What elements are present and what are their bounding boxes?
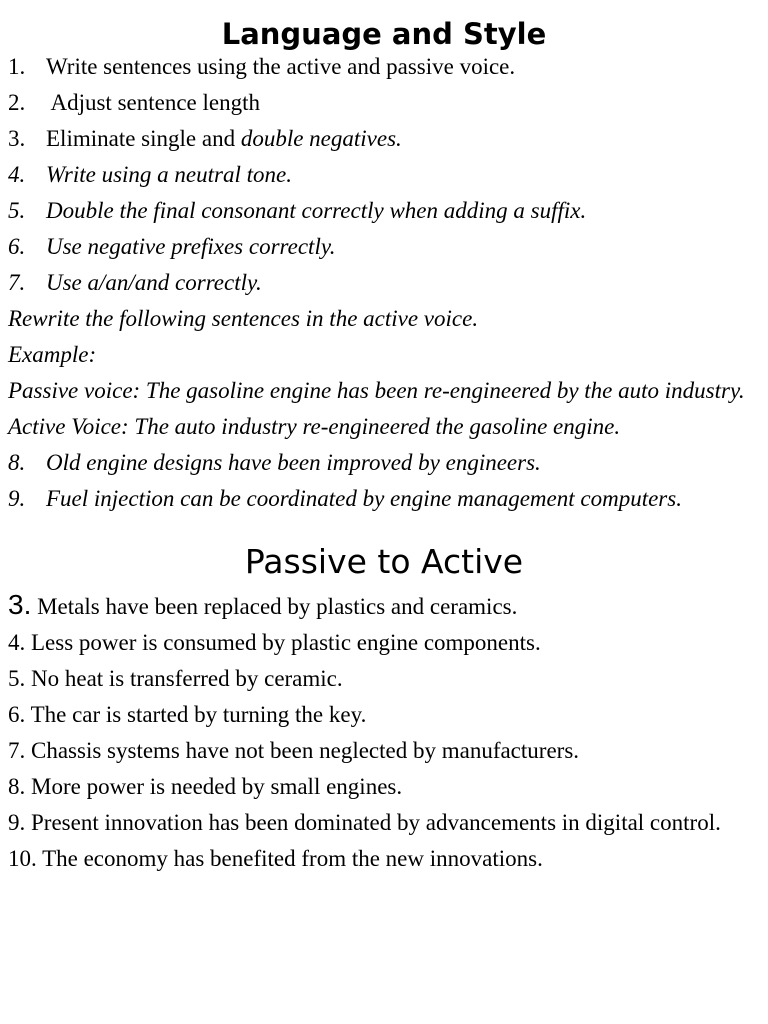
list-item: 9. Present innovation has been dominated by advancements in digital control. — [8, 810, 721, 835]
list-item — [8, 232, 760, 262]
item-number: 4. — [8, 162, 26, 187]
item-text: Double the final consonant correctly when adding a suffix. — [46, 198, 587, 223]
item-number: 8. — [8, 450, 26, 475]
list-item: 6. The car is started by turning the key. — [8, 702, 367, 727]
item-text-italic: double negatives. — [240, 126, 402, 151]
list-item — [8, 160, 760, 190]
list-item — [8, 590, 760, 622]
page-title: Language and Style — [221, 17, 547, 51]
list-item: 4. Less power is consumed by plastic engine components. — [8, 630, 541, 655]
item-number: 5. — [8, 198, 26, 223]
item-number: 1. — [8, 54, 26, 79]
item-text: Adjust sentence length — [46, 90, 260, 115]
item-text: Fuel injection can be coordinated by engine management computers. — [46, 486, 682, 511]
item-number: 7. — [8, 270, 26, 295]
item-number: 6. — [8, 234, 26, 259]
item-text: Write sentences using the active and passive voice. — [46, 54, 516, 79]
example-label: Example: — [8, 342, 97, 367]
item-text: Metals have been replaced by plastics and ceramics. — [31, 594, 518, 619]
list-item — [8, 124, 760, 154]
language-style-section — [8, 52, 760, 514]
list-item — [8, 52, 760, 82]
item-text: Write using a neutral tone. — [46, 162, 292, 187]
passive-to-active-section — [8, 590, 760, 874]
list-item: 8. More power is needed by small engines. — [8, 774, 403, 799]
exercise-item — [8, 448, 760, 478]
passive-example: Passive voice: The gasoline engine has been re-engineered by the auto industry. — [8, 378, 745, 403]
item-text: Use a/an/and correctly. — [46, 270, 262, 295]
list-item — [8, 88, 760, 118]
item-text-plain: Eliminate single and — [46, 126, 241, 151]
item-number: 9. — [8, 486, 26, 511]
item-number: 2. — [8, 90, 26, 115]
list-item: 5. No heat is transferred by ceramic. — [8, 666, 343, 691]
item-text — [46, 124, 402, 154]
item-text: Old engine designs have been improved by engineers. — [46, 450, 541, 475]
item-text: Use negative prefixes correctly. — [46, 234, 336, 259]
list-item: 10. The economy has benefited from the new innovations. — [8, 846, 543, 871]
item-number: 3. — [8, 126, 26, 151]
instruction-text: Rewrite the following sentences in the active voice. — [8, 306, 479, 331]
list-item — [8, 268, 760, 298]
list-item — [8, 196, 760, 226]
list-item: 7. Chassis systems have not been neglected by manufacturers. — [8, 738, 580, 763]
exercise-item — [8, 484, 760, 514]
section-heading: Passive to Active — [244, 542, 524, 581]
item-number: 3. — [8, 589, 32, 620]
active-example: Active Voice: The auto industry re-engineered the gasoline engine. — [8, 414, 621, 439]
